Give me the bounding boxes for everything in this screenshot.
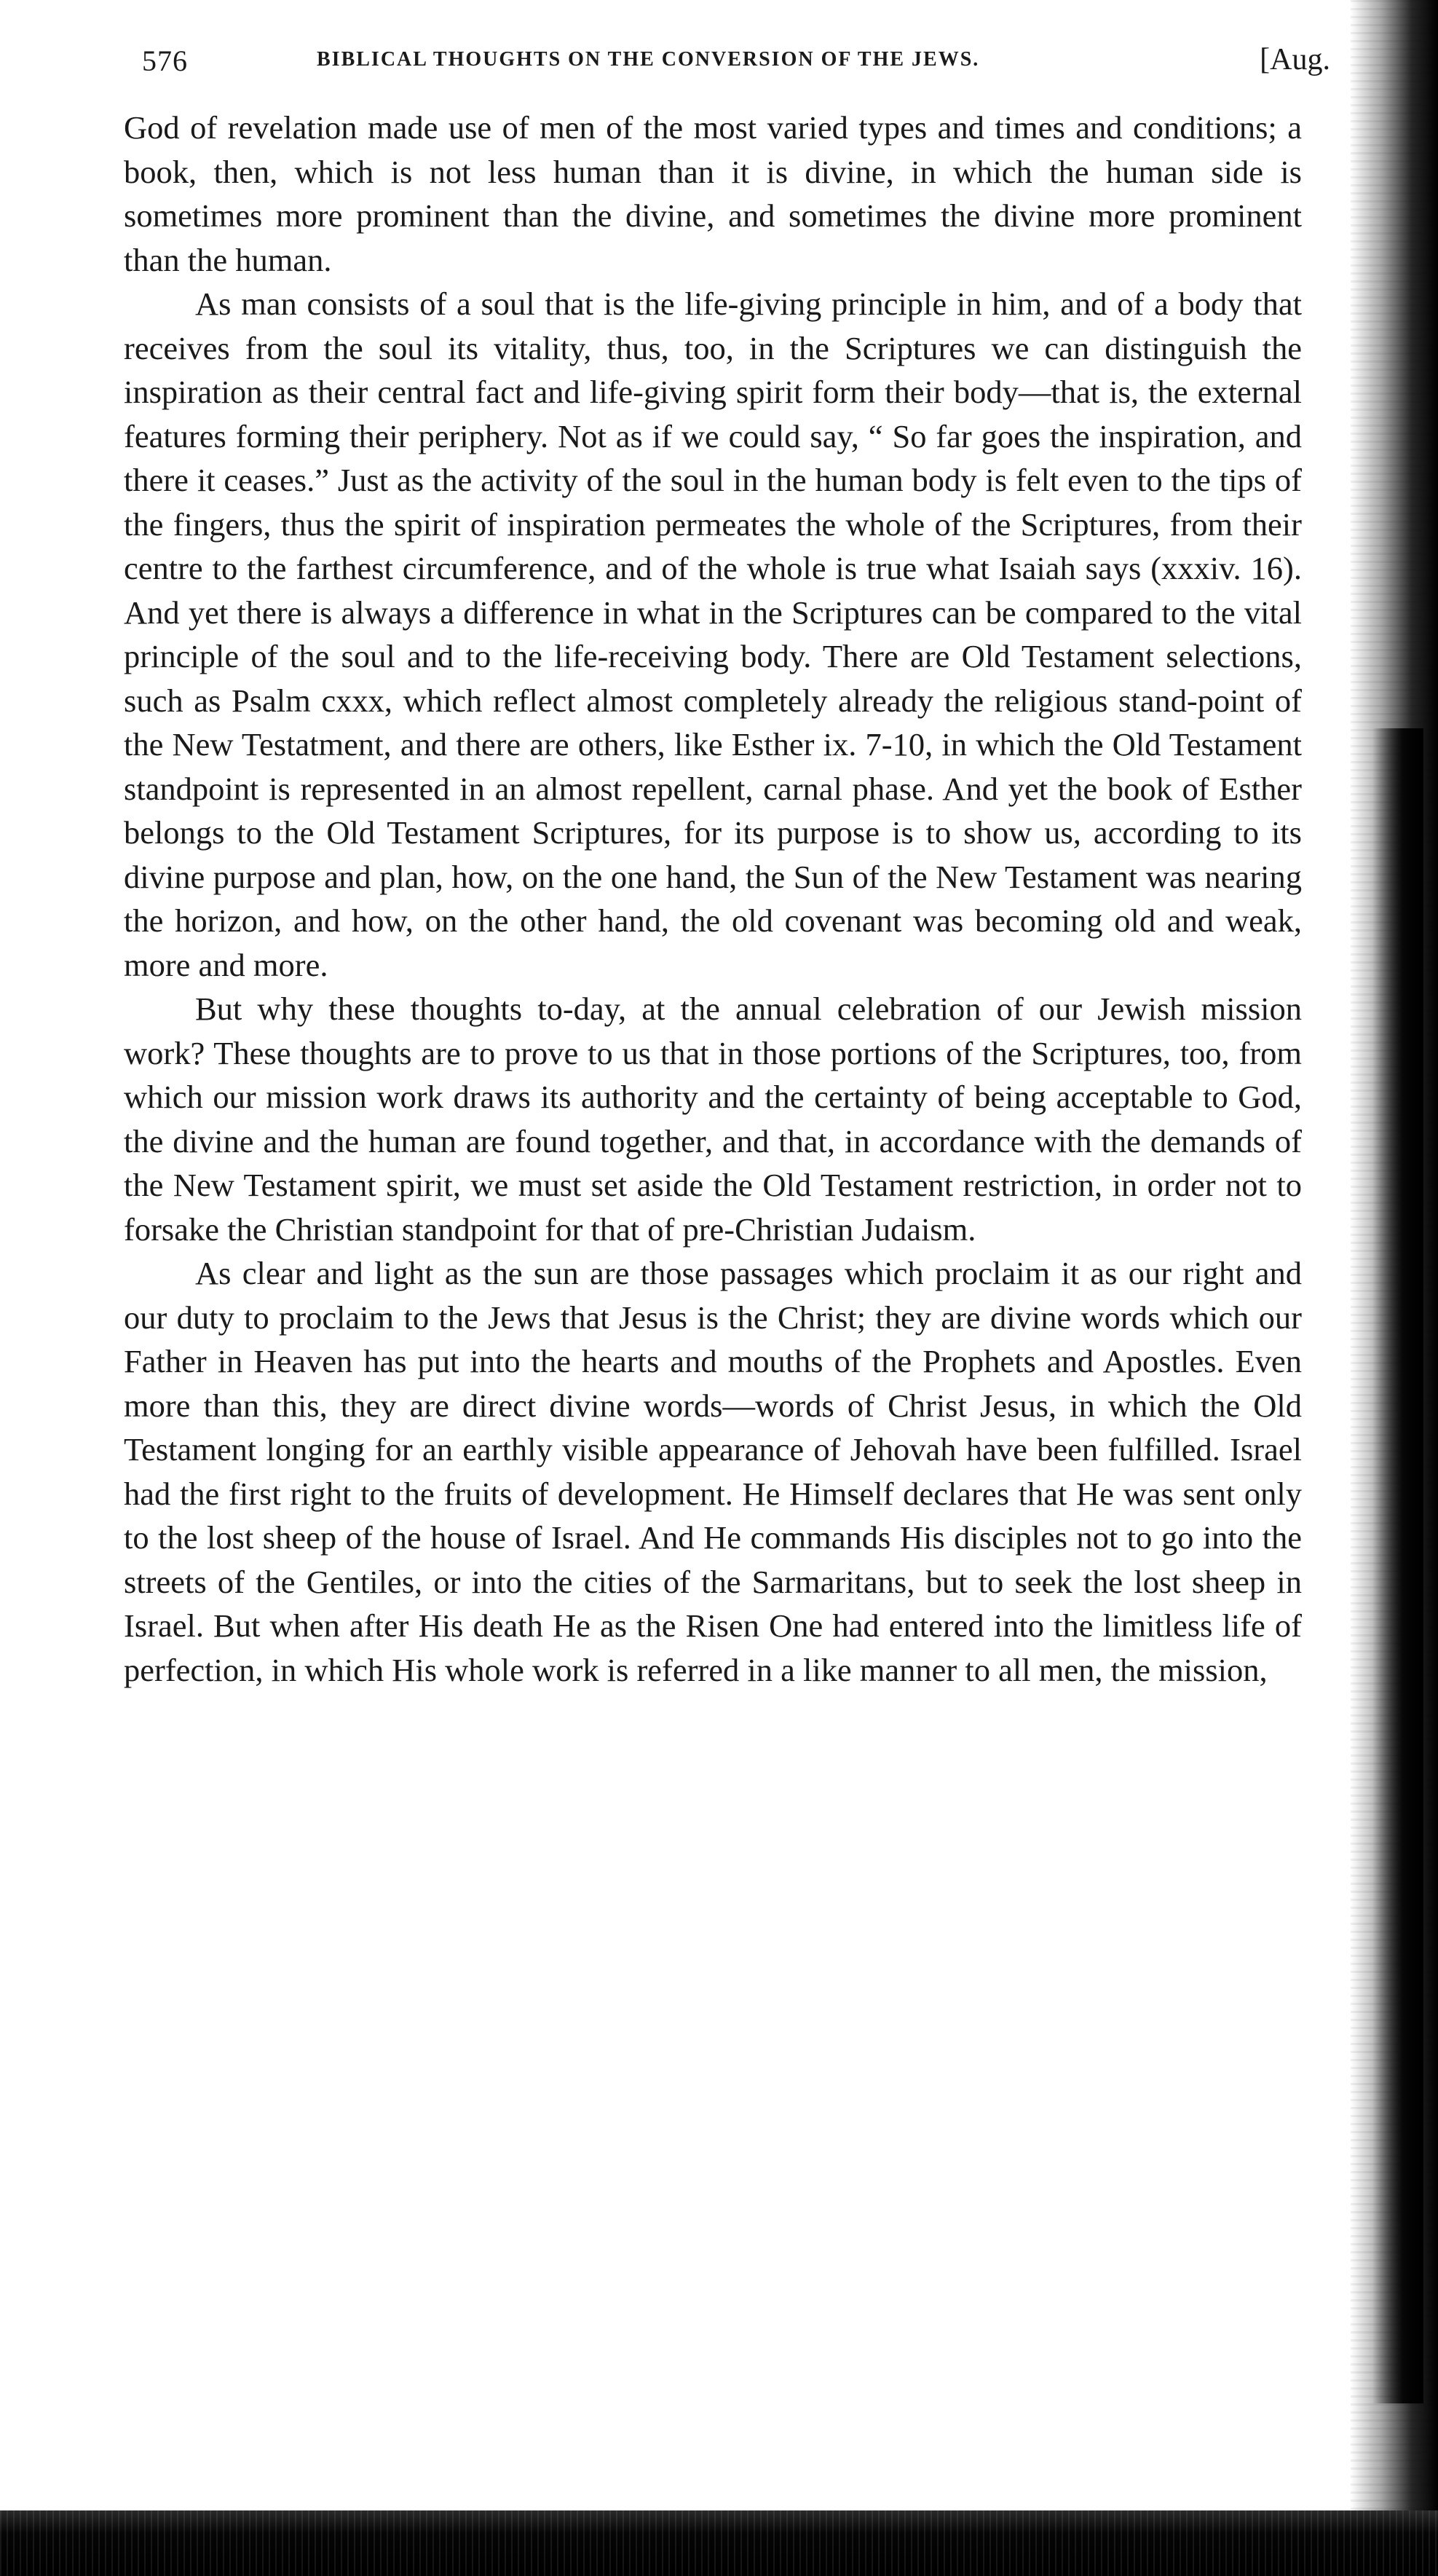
paragraph-3: But why these thoughts to-day, at the annual celebration of our Jewish mission work? These thoughts are to prove to us that in those portions of the Scriptures, too, from which our mission work draws its authority and the certainty of being acceptable to God, the divine and the human are found together, and that, in accordance with the demands of the New Testament spirit, we must set aside the Old Testament restriction, in order not to forsake the Christian standpoint for that of pre-Christian Judaism.	[124, 990, 1302, 1248]
paragraph-1: God of revelation made use of men of the most varied types and times and conditions; a book, then, which is not less human than it is divine, in which the human side is sometimes more prominent than the divine, and sometimes the divine more prominent than the human.	[124, 109, 1302, 278]
binding-gutter-shadow	[1351, 0, 1438, 2576]
binding-gutter-dark	[1372, 728, 1423, 2403]
text-column	[124, 106, 1302, 1692]
page-header	[142, 43, 1330, 87]
running-title: BIBLICAL THOUGHTS ON THE CONVERSION OF THE JEWS.	[317, 48, 980, 71]
paragraph-2: As man consists of a soul that is the life-giving principle in him, and of a body that receives from the soul its vitality, thus, too, in the Scriptures we can distinguish the inspiration as their central fact and life-giving spirit form their body—that is, the external features forming their periphery. Not as if we could say, “ So far goes the inspiration, and there it ceases.” Just as the activity of the soul in the human body is felt even to the tips of the fingers, thus the spirit of inspiration permeates the whole of the Scriptures, from their centre to the farthest circumference, and of the whole is true what Isaiah says (xxxiv. 16). And yet there is always a difference in what in the Scriptures can be compared to the vital principle of the soul and to the life-receiving body. There are Old Testament selections, such as Psalm cxxx, which reflect almost completely already the religious stand-point of the New Testatment, and there are others, like Esther ix. 7-10, in which the Old Testament standpoint is represented in an almost repellent, carnal phase. And yet the book of Esther belongs to the Old Testament Scriptures, for its purpose is to show us, according to its divine purpose and plan, how, on the one hand, the Sun of the New Testament was nearing the horizon, and how, on the other hand, the old covenant was becoming old and weak, more and more.	[124, 285, 1302, 983]
paragraph-4: As clear and light as the sun are those passages which proclaim it as our right and our duty to proclaim to the Jews that Jesus is the Christ; they are divine words which our Father in Heaven has put into the hearts and mouths of the Prophets and Apostles. Even more than this, they are direct divine words—words of Christ Jesus, in which the Old Testament longing for an earthly visible appearance of Jehovah have been fulfilled. Israel had the first right to the fruits of development. He Himself declares that He was sent only to the lost sheep of the house of Israel. And He commands His disciples not to go into the streets of the Gentiles, or into the cities of the Sarmaritans, but to seek the lost sheep in Israel. But when after His death He as the Risen One had entered into the limitless life of perfection, in which His whole work is referred in a like manner to all men, the mission,	[124, 1255, 1302, 1688]
bottom-scan-edge	[0, 2510, 1438, 2576]
page-number: 576	[142, 44, 188, 77]
date-mark: [Aug.	[1260, 43, 1330, 76]
